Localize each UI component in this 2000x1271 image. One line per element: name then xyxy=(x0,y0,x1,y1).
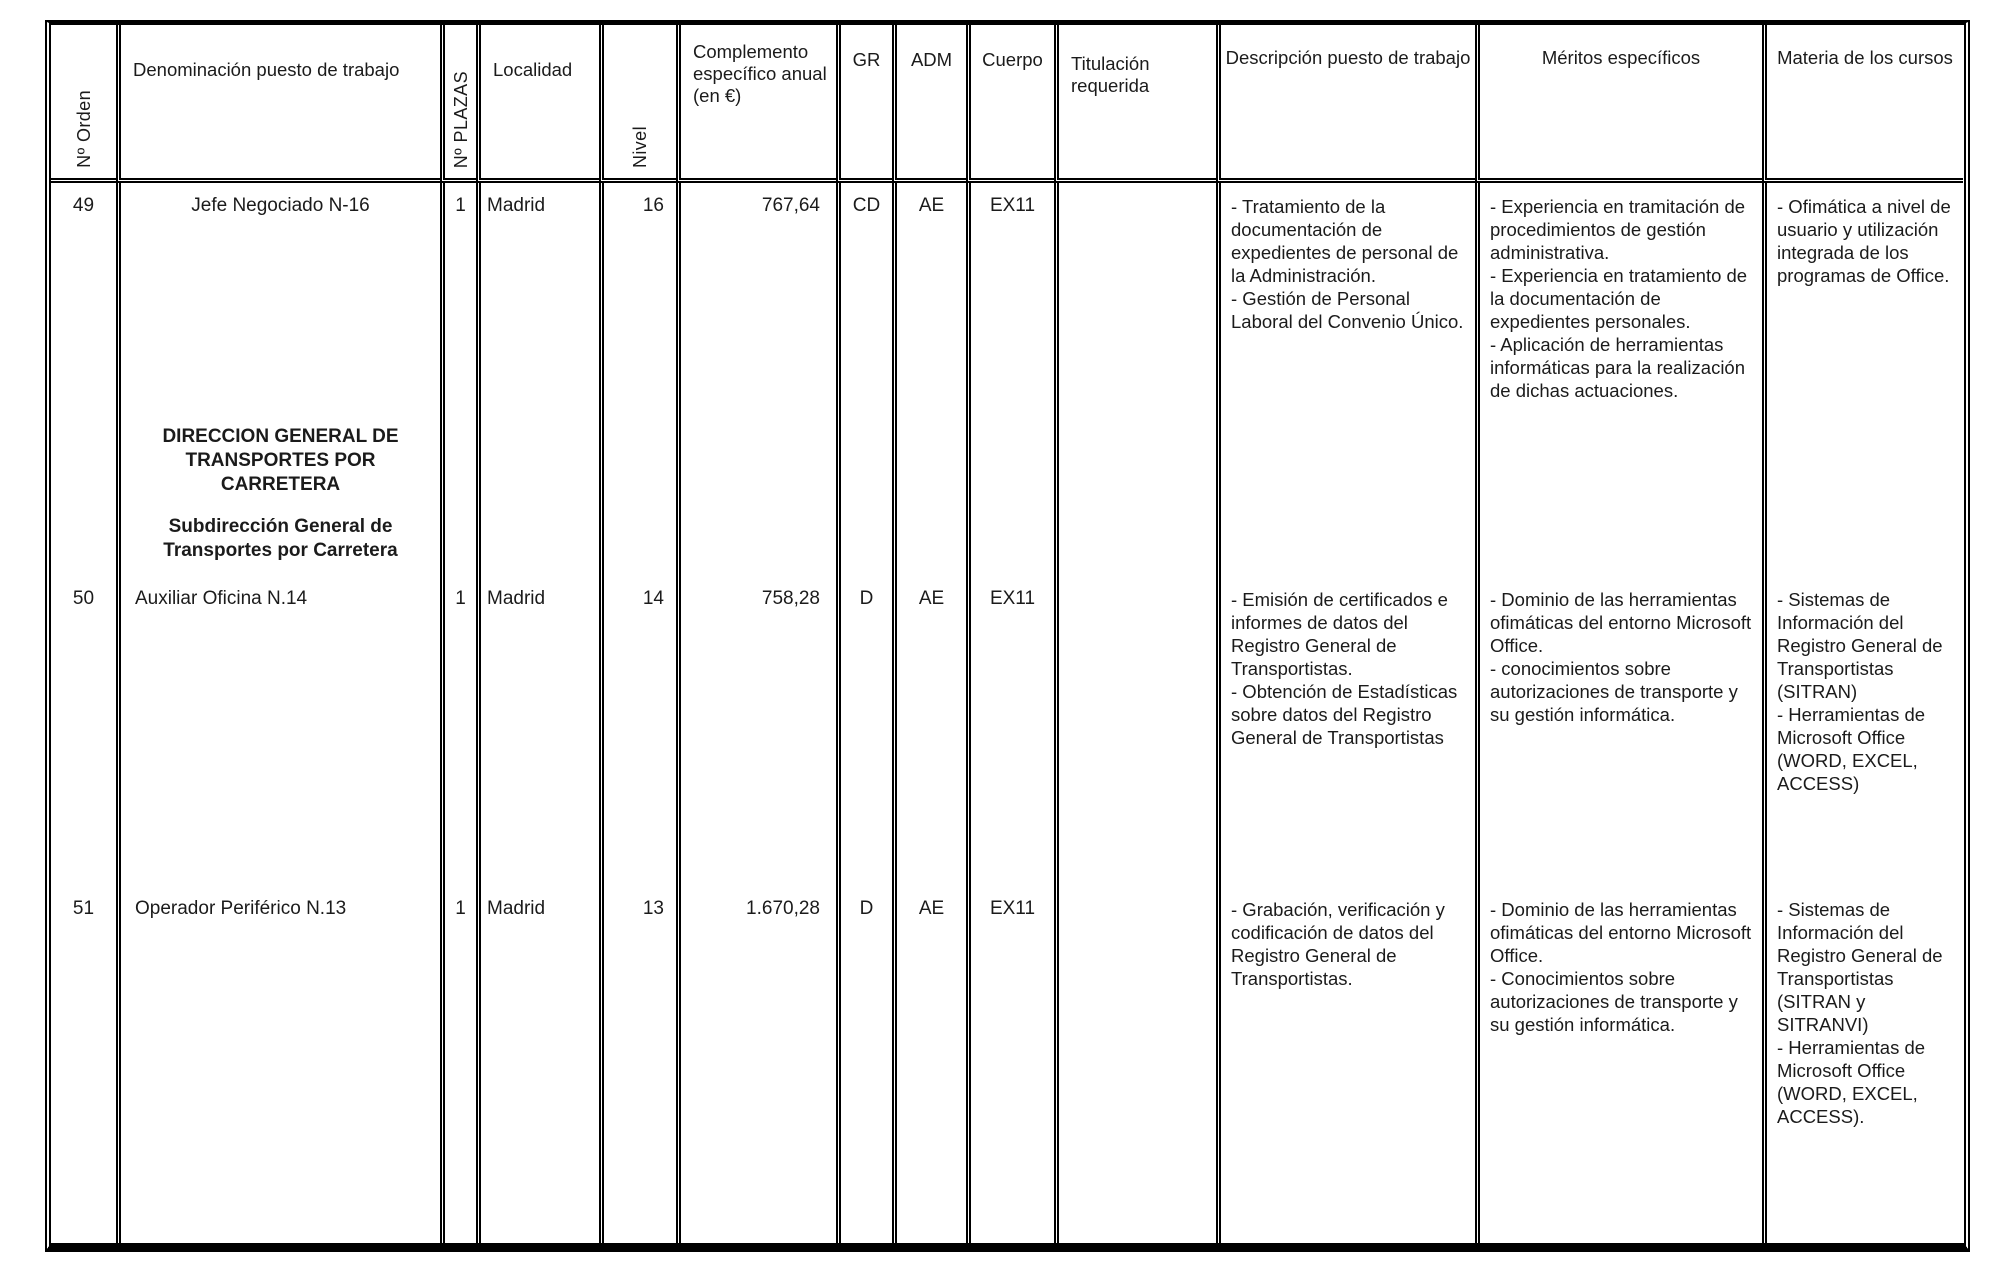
row51-gr: D xyxy=(859,898,874,919)
row51-complemento: 1.670,28 xyxy=(746,898,820,919)
column-body-localidad xyxy=(476,183,599,1243)
cell-text: - Conocimientos sobre autorizaciones de transporte y su gestión informática. xyxy=(1490,968,1738,1035)
column-body-adm xyxy=(892,183,966,1243)
row49-gr: CD xyxy=(852,195,881,216)
column-header-num-plazas xyxy=(440,25,476,183)
column-body-meritos xyxy=(1475,183,1762,1243)
row50-meritos xyxy=(1480,588,1762,726)
row51-adm: AE xyxy=(918,898,945,919)
descripcion-label: Descripción puesto de trabajo xyxy=(1225,47,1471,68)
column-header-materia xyxy=(1762,25,1963,183)
row50-gr: D xyxy=(859,588,874,609)
cuerpo-label: Cuerpo xyxy=(982,49,1043,70)
row51-plazas: 1 xyxy=(455,898,466,919)
row50-denominacion: Auxiliar Oficina N.14 xyxy=(135,588,308,609)
cell-text: - Sistemas de Información del Registro General de Transportistas (SITRAN y SITRANVI) xyxy=(1777,899,1943,1035)
row51-descripcion xyxy=(1221,898,1475,990)
row51-cuerpo: EX11 xyxy=(989,898,1036,919)
column-body-denominacion xyxy=(116,183,440,1243)
row49-complemento: 767,64 xyxy=(761,195,820,216)
row49-nivel: 16 xyxy=(642,195,664,216)
row50-plazas: 1 xyxy=(455,588,466,609)
adm-label: ADM xyxy=(910,49,953,70)
column-header-cuerpo xyxy=(966,25,1054,183)
row49-denominacion: Jefe Negociado N-16 xyxy=(191,195,370,216)
row49-meritos xyxy=(1480,195,1762,402)
row50-orden: 50 xyxy=(72,588,95,609)
cell-text: - Grabación, verificación y codificación de datos del Registro General de Transportistas. xyxy=(1231,899,1445,989)
cell-text: - Gestión de Personal Laboral del Convenio Único. xyxy=(1231,288,1464,332)
row49-plazas: 1 xyxy=(455,195,466,216)
localidad-label: Localidad xyxy=(493,59,573,80)
row51-materia xyxy=(1767,898,1963,1128)
row50-localidad: Madrid xyxy=(487,588,546,609)
column-body-titulacion xyxy=(1054,183,1216,1243)
row50-materia xyxy=(1767,588,1963,795)
column-header-denominacion xyxy=(116,25,440,183)
row50-complemento: 758,28 xyxy=(761,588,820,609)
cell-text: - Experiencia en tratamiento de la documentación de expedientes personales. xyxy=(1490,265,1748,332)
row51-orden: 51 xyxy=(72,898,95,919)
cell-text: - Tratamiento de la documentación de expedientes de personal de la Administración. xyxy=(1231,196,1459,286)
row50-cuerpo: EX11 xyxy=(989,588,1036,609)
cell-text: - Obtención de Estadísticas sobre datos del Registro General de Transportistas xyxy=(1231,681,1458,748)
direccion-general-title: DIRECCION GENERAL DE TRANSPORTES POR CARRETERA xyxy=(162,426,399,495)
row49-localidad: Madrid xyxy=(487,195,546,216)
row49-adm: AE xyxy=(918,195,945,216)
column-body-cuerpo xyxy=(966,183,1054,1243)
row51-meritos xyxy=(1480,898,1762,1036)
cell-text: - Herramientas de Microsoft Office (WORD, EXCEL, ACCESS). xyxy=(1777,1037,1926,1127)
row49-materia xyxy=(1767,195,1963,287)
column-body-num-orden xyxy=(51,183,116,1243)
denominacion-label: Denominación puesto de trabajo xyxy=(133,59,400,80)
column-header-num-orden xyxy=(51,25,116,183)
complemento-label: Complemento específico anual (en €) xyxy=(693,41,827,106)
column-body-nivel xyxy=(599,183,676,1243)
subdireccion-title: Subdirección General de Transportes por Carretera xyxy=(163,516,398,561)
row51-nivel: 13 xyxy=(642,898,664,919)
column-header-titulacion xyxy=(1054,25,1216,183)
column-header-descripcion xyxy=(1216,25,1475,183)
column-header-meritos xyxy=(1475,25,1762,183)
cell-text: - Aplicación de herramientas informáticas para la realización de dichas actuaciones. xyxy=(1490,334,1746,401)
row49-orden: 49 xyxy=(72,195,95,216)
column-body-descripcion xyxy=(1216,183,1475,1243)
row49-cuerpo: EX11 xyxy=(989,195,1036,216)
cell-text: - Experiencia en tramitación de procedimientos de gestión administrativa. xyxy=(1490,196,1746,263)
cell-text: - Dominio de las herramientas ofimáticas del entorno Microsoft Office. xyxy=(1490,589,1752,656)
column-body-gr xyxy=(836,183,892,1243)
cell-text: - conocimientos sobre autorizaciones de transporte y su gestión informática. xyxy=(1490,658,1738,725)
materia-label: Materia de los cursos xyxy=(1777,47,1953,68)
column-body-num-plazas xyxy=(440,183,476,1243)
cell-text: - Emisión de certificados e informes de datos del Registro General de Transportistas. xyxy=(1231,589,1448,679)
column-body-materia xyxy=(1762,183,1963,1243)
titulacion-label: Titulación requerida xyxy=(1071,53,1150,96)
section-header xyxy=(121,425,440,563)
row50-adm: AE xyxy=(918,588,945,609)
cell-text: - Ofimática a nivel de usuario y utilización integrada de los programas de Office. xyxy=(1777,196,1951,286)
nivel-label: Nivel xyxy=(630,125,650,168)
row49-descripcion xyxy=(1221,195,1475,333)
column-header-complemento xyxy=(676,25,836,183)
num-orden-label: Nº Orden xyxy=(73,90,94,168)
num-plazas-label: Nº PLAZAS xyxy=(450,70,471,168)
column-header-gr xyxy=(836,25,892,183)
job-positions-table xyxy=(45,20,1970,1252)
row50-nivel: 14 xyxy=(642,588,664,609)
column-header-adm xyxy=(892,25,966,183)
gr-label: GR xyxy=(852,49,881,70)
cell-text: - Herramientas de Microsoft Office (WORD, EXCEL, ACCESS) xyxy=(1777,704,1926,794)
row51-denominacion: Operador Periférico N.13 xyxy=(135,898,347,919)
row50-descripcion xyxy=(1221,588,1475,749)
row51-localidad: Madrid xyxy=(487,898,546,919)
cell-text: - Dominio de las herramientas ofimáticas del entorno Microsoft Office. xyxy=(1490,899,1752,966)
column-body-complemento xyxy=(676,183,836,1243)
cell-text: - Sistemas de Información del Registro General de Transportistas (SITRAN) xyxy=(1777,589,1943,702)
meritos-label: Méritos específicos xyxy=(1541,47,1701,68)
column-header-localidad xyxy=(476,25,599,183)
column-header-nivel xyxy=(599,25,676,183)
